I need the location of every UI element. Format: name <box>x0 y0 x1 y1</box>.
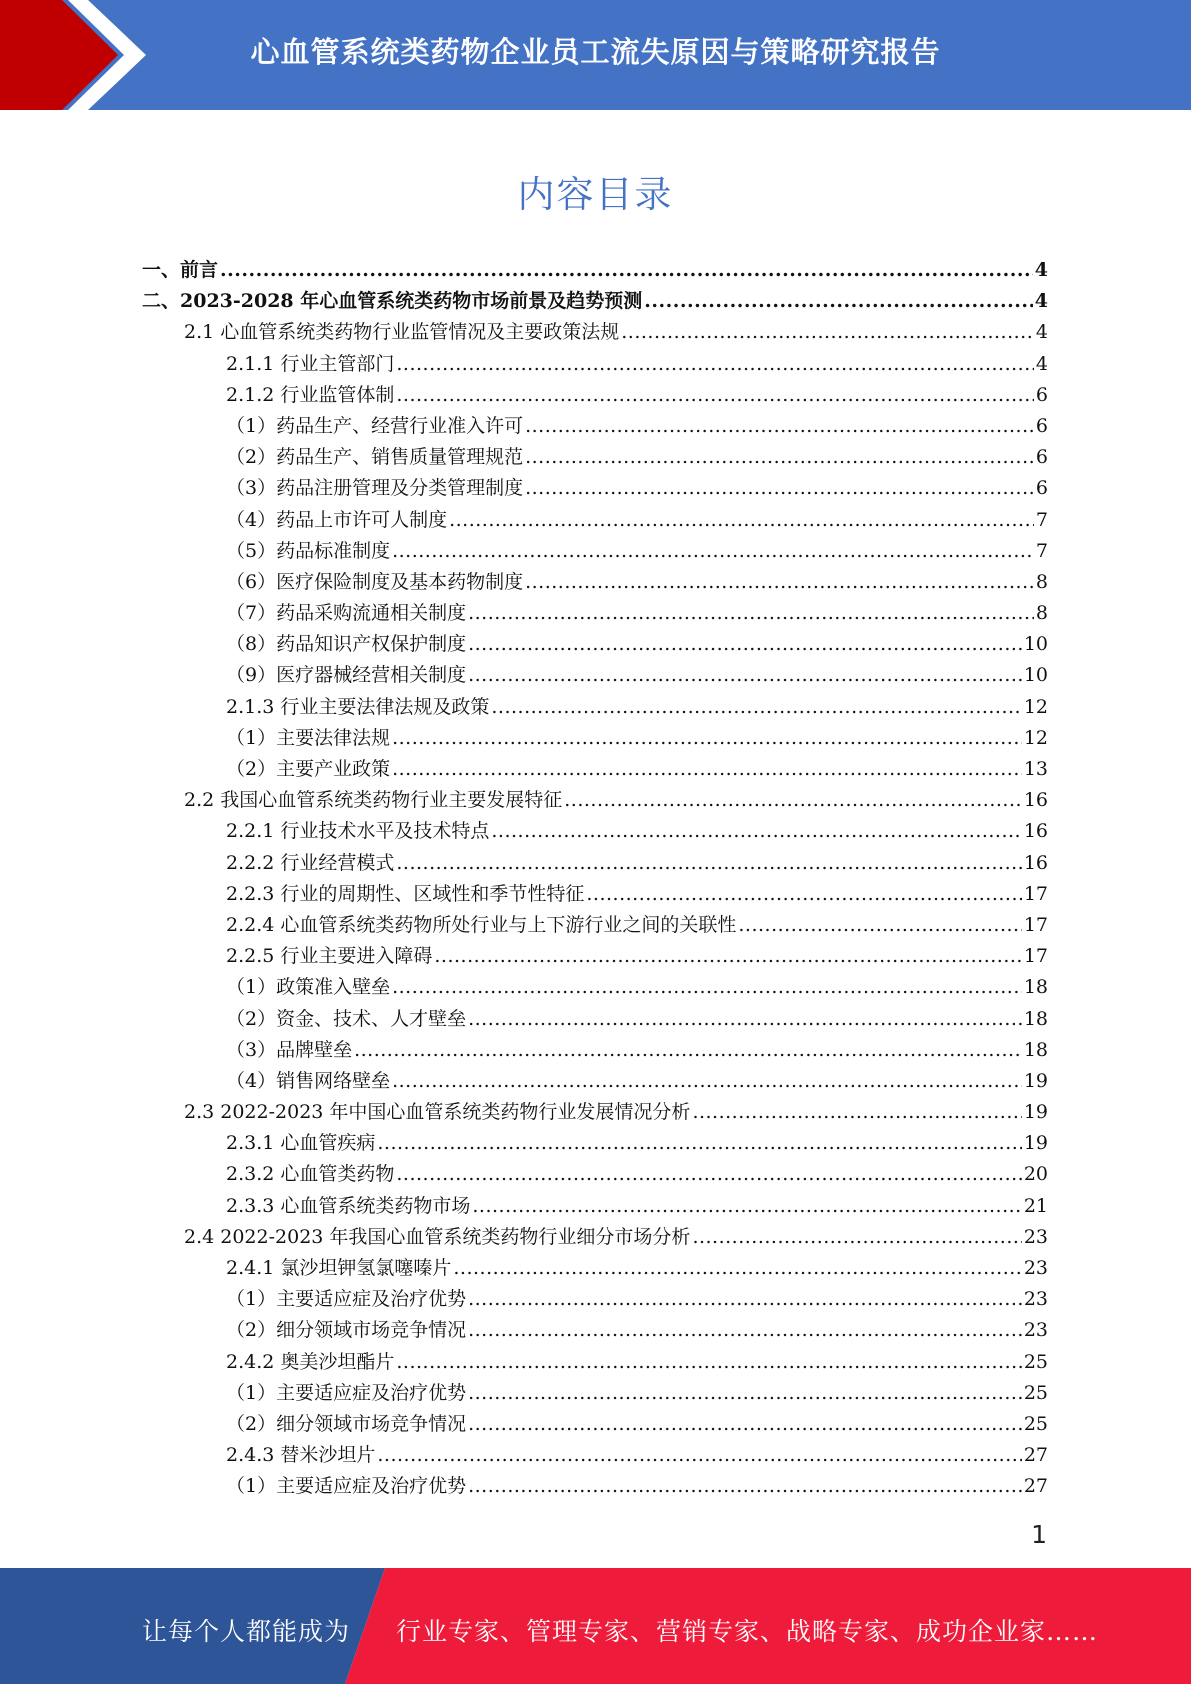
toc-entry[interactable] <box>142 1284 1048 1315</box>
toc-entry-page: 17 <box>1023 913 1048 936</box>
toc-entry[interactable] <box>142 442 1048 473</box>
toc-entry-label: （6）医疗保险制度及基本药物制度 <box>226 570 524 593</box>
toc-entry-label: （3）药品注册管理及分类管理制度 <box>226 477 524 500</box>
toc-entry-label: 二、2023-2028 年心血管系统类药物市场前景及趋势预测 <box>142 290 643 313</box>
toc-dot-leader <box>468 1315 1022 1346</box>
toc-entry-page: 12 <box>1023 695 1048 718</box>
toc-dot-leader <box>396 1347 1021 1378</box>
toc-entry-page: 6 <box>1035 477 1048 500</box>
toc-entry-label: 2.2.3 行业的周期性、区域性和季节性特征 <box>226 882 585 905</box>
toc-entry[interactable] <box>142 816 1048 847</box>
toc-entry-page: 10 <box>1023 633 1048 656</box>
toc-entry-page: 10 <box>1023 664 1048 687</box>
toc-entry-label: 2.2.1 行业技术水平及技术特点 <box>226 820 490 843</box>
toc-entry[interactable] <box>142 411 1048 442</box>
toc-entry-page: 18 <box>1023 1038 1048 1061</box>
toc-entry-label: 2.1 心血管系统类药物行业监管情况及主要政策法规 <box>184 321 620 344</box>
toc-entry-label: （3）品牌壁垒 <box>226 1038 353 1061</box>
toc-entry-page: 19 <box>1023 1132 1048 1155</box>
toc-entry[interactable] <box>142 1471 1048 1502</box>
toc-dot-leader <box>377 1128 1021 1159</box>
toc-entry-page: 18 <box>1023 976 1048 999</box>
toc-entry[interactable] <box>142 754 1048 785</box>
footer-slogan-right: 行业专家、管理专家、营销专家、战略专家、成功企业家…… <box>396 1617 1099 1646</box>
toc-entry-page: 27 <box>1023 1475 1048 1498</box>
toc-entry-label: （9）医疗器械经营相关制度 <box>226 664 467 687</box>
toc-dot-leader <box>468 598 1034 629</box>
toc-entry-page: 16 <box>1023 789 1048 812</box>
toc-entry[interactable] <box>142 1222 1048 1253</box>
page-number: 1 <box>1031 1520 1047 1549</box>
toc-dot-leader <box>525 442 1034 473</box>
toc-dot-leader <box>644 286 1033 317</box>
toc-entry-label: 2.3.2 心血管类药物 <box>226 1163 395 1186</box>
toc-dot-leader <box>468 660 1022 691</box>
toc-entry-page: 12 <box>1023 726 1048 749</box>
toc-entry-label: 2.4 2022-2023 年我国心血管系统类药物行业细分市场分析 <box>184 1225 691 1248</box>
toc-entry[interactable] <box>142 692 1048 723</box>
toc-entry[interactable] <box>142 629 1048 660</box>
toc-entry[interactable] <box>142 972 1048 1003</box>
toc-entry-label: 2.1.2 行业监管体制 <box>226 383 395 406</box>
toc-dot-leader <box>564 785 1022 816</box>
toc-entry-label: （4）药品上市许可人制度 <box>226 508 448 531</box>
toc-dot-leader <box>396 349 1034 380</box>
toc-dot-leader <box>586 879 1021 910</box>
toc-entry[interactable] <box>142 941 1048 972</box>
toc-entry-page: 23 <box>1023 1225 1048 1248</box>
toc-dot-leader <box>468 1409 1022 1440</box>
toc-entry[interactable] <box>142 286 1048 317</box>
toc-entry-page: 13 <box>1023 758 1048 780</box>
toc-entry[interactable] <box>142 255 1048 286</box>
toc-dot-leader <box>392 754 1022 785</box>
toc-entry[interactable] <box>142 536 1048 567</box>
toc-entry[interactable] <box>142 1315 1048 1346</box>
toc-entry-label: 2.3.1 心血管疾病 <box>226 1132 376 1155</box>
toc-dot-leader <box>392 536 1034 567</box>
toc-entry-page: 4 <box>1034 290 1048 313</box>
toc-entry-label: 2.3 2022-2023 年中国心血管系统类药物行业发展情况分析 <box>184 1101 691 1124</box>
toc-entry-page: 6 <box>1035 383 1048 406</box>
toc-entry-label: 一、前言 <box>142 259 219 281</box>
toc-entry-page: 23 <box>1023 1319 1048 1342</box>
toc-entry-page: 19 <box>1023 1101 1048 1124</box>
toc-dot-leader <box>472 1191 1021 1222</box>
toc-entry-label: （2）细分领域市场竞争情况 <box>226 1412 467 1435</box>
toc-dot-leader <box>377 1440 1021 1471</box>
toc-dot-leader <box>396 848 1021 879</box>
toc-entry[interactable] <box>142 910 1048 941</box>
toc-dot-leader <box>468 1284 1022 1315</box>
toc-entry[interactable] <box>142 473 1048 504</box>
toc-dot-leader <box>468 1004 1022 1035</box>
toc-entry-page: 8 <box>1035 570 1048 593</box>
toc-dot-leader <box>449 505 1034 536</box>
toc-dot-leader <box>621 317 1034 348</box>
toc-dot-leader <box>491 692 1021 723</box>
toc-entry-label: （4）销售网络壁垒 <box>226 1069 391 1092</box>
toc-entry-label: 2.2.5 行业主要进入障碍 <box>226 945 433 968</box>
toc-dot-leader <box>525 411 1034 442</box>
toc-entry[interactable] <box>142 567 1048 598</box>
toc-dot-leader <box>434 941 1021 972</box>
toc-dot-leader <box>392 723 1022 754</box>
toc-entry-label: 2.1.1 行业主管部门 <box>226 352 395 375</box>
toc-dot-leader <box>396 1159 1021 1190</box>
toc-entry-page: 7 <box>1035 508 1048 531</box>
report-header <box>0 0 1191 110</box>
toc-entry-label: （1）药品生产、经营行业准入许可 <box>226 414 524 437</box>
footer-slogan-left: 让每个人都能成为 <box>142 1617 351 1646</box>
toc-entry-page: 23 <box>1023 1288 1048 1311</box>
toc-entry-label: 2.4.1 氯沙坦钾氢氯噻嗪片 <box>226 1257 452 1279</box>
toc-entry-label: 2.2.4 心血管系统类药物所处行业与上下游行业之间的关联性 <box>226 913 737 936</box>
toc-entry-label: （1）主要适应症及治疗优势 <box>226 1475 467 1498</box>
toc-entry-page: 25 <box>1023 1350 1048 1373</box>
toc-dot-leader <box>220 255 1033 286</box>
toc-entry-label: （2）细分领域市场竞争情况 <box>226 1319 467 1342</box>
toc-entry-label: （1）主要法律法规 <box>226 726 391 749</box>
toc-entry-label: 2.2 我国心血管系统类药物行业主要发展特征 <box>184 789 563 812</box>
toc-entry[interactable] <box>142 1035 1048 1066</box>
report-footer <box>0 1568 1191 1684</box>
toc-entry-page: 16 <box>1023 820 1048 843</box>
report-title: 心血管系统类药物企业员工流失原因与策略研究报告 <box>250 35 941 69</box>
toc-entry-page: 23 <box>1023 1257 1048 1279</box>
toc-entry-label: （2）主要产业政策 <box>226 758 391 780</box>
table-of-contents <box>142 255 1048 1503</box>
toc-dot-leader <box>468 629 1022 660</box>
toc-entry[interactable] <box>142 848 1048 879</box>
toc-entry[interactable] <box>142 349 1048 380</box>
toc-entry[interactable] <box>142 660 1048 691</box>
toc-dot-leader <box>525 473 1034 504</box>
toc-entry[interactable] <box>142 505 1048 536</box>
toc-entry-page: 7 <box>1035 539 1048 562</box>
toc-entry-page: 17 <box>1023 882 1048 905</box>
toc-entry-label: （5）药品标准制度 <box>226 539 391 562</box>
toc-entry[interactable] <box>142 380 1048 411</box>
toc-entry[interactable] <box>142 317 1048 348</box>
toc-entry[interactable] <box>142 598 1048 629</box>
toc-dot-leader <box>491 816 1021 847</box>
toc-entry[interactable] <box>142 1440 1048 1471</box>
toc-entry[interactable] <box>142 1409 1048 1440</box>
toc-entry-label: （2）药品生产、销售质量管理规范 <box>226 446 524 469</box>
toc-entry-page: 6 <box>1035 446 1048 469</box>
toc-dot-leader <box>468 1378 1022 1409</box>
toc-entry[interactable] <box>142 1128 1048 1159</box>
toc-entry-page: 20 <box>1023 1163 1048 1186</box>
toc-entry[interactable] <box>142 1347 1048 1378</box>
toc-entry-page: 27 <box>1023 1444 1048 1467</box>
toc-entry-label: 2.4.2 奥美沙坦酯片 <box>226 1350 395 1373</box>
toc-entry-label: 2.3.3 心血管系统类药物市场 <box>226 1194 471 1217</box>
toc-entry[interactable] <box>142 1191 1048 1222</box>
toc-dot-leader <box>468 1471 1022 1502</box>
toc-entry-page: 18 <box>1023 1007 1048 1030</box>
toc-entry-label: 2.2.2 行业经营模式 <box>226 851 395 874</box>
toc-entry[interactable] <box>142 1159 1048 1190</box>
toc-entry-page: 4 <box>1035 321 1048 344</box>
toc-entry-label: （7）药品采购流通相关制度 <box>226 602 467 625</box>
toc-entry[interactable] <box>142 879 1048 910</box>
toc-entry-page: 8 <box>1035 602 1048 625</box>
toc-entry[interactable] <box>142 1066 1048 1097</box>
toc-dot-leader <box>525 567 1034 598</box>
toc-entry[interactable] <box>142 1378 1048 1409</box>
toc-entry-label: 2.4.3 替米沙坦片 <box>226 1444 376 1467</box>
toc-dot-leader <box>692 1097 1021 1128</box>
toc-dot-leader <box>354 1035 1022 1066</box>
toc-entry-label: （1）主要适应症及治疗优势 <box>226 1381 467 1404</box>
toc-entry-page: 4 <box>1034 259 1048 281</box>
toc-entry-page: 25 <box>1023 1381 1048 1404</box>
toc-entry-page: 16 <box>1023 851 1048 874</box>
toc-entry-label: （2）资金、技术、人才壁垒 <box>226 1007 467 1030</box>
toc-dot-leader <box>692 1222 1021 1253</box>
toc-entry-label: （1）主要适应症及治疗优势 <box>226 1288 467 1311</box>
toc-entry[interactable] <box>142 785 1048 816</box>
toc-entry-label: （8）药品知识产权保护制度 <box>226 633 467 656</box>
toc-heading: 内容目录 <box>517 173 674 216</box>
toc-entry-page: 4 <box>1035 352 1048 375</box>
toc-dot-leader <box>392 1066 1022 1097</box>
toc-entry[interactable] <box>142 1097 1048 1128</box>
toc-dot-leader <box>453 1253 1021 1284</box>
toc-entry-page: 6 <box>1035 414 1048 437</box>
toc-dot-leader <box>392 972 1022 1003</box>
toc-dot-leader <box>738 910 1021 941</box>
toc-entry-label: 2.1.3 行业主要法律法规及政策 <box>226 695 490 718</box>
toc-entry[interactable] <box>142 1004 1048 1035</box>
toc-entry-label: （1）政策准入壁垒 <box>226 976 391 999</box>
toc-dot-leader <box>396 380 1034 411</box>
toc-entry[interactable] <box>142 723 1048 754</box>
toc-entry-page: 19 <box>1023 1069 1048 1092</box>
toc-entry-page: 25 <box>1023 1412 1048 1435</box>
toc-entry-page: 21 <box>1023 1194 1048 1217</box>
toc-entry[interactable] <box>142 1253 1048 1284</box>
toc-entry-page: 17 <box>1023 945 1048 968</box>
